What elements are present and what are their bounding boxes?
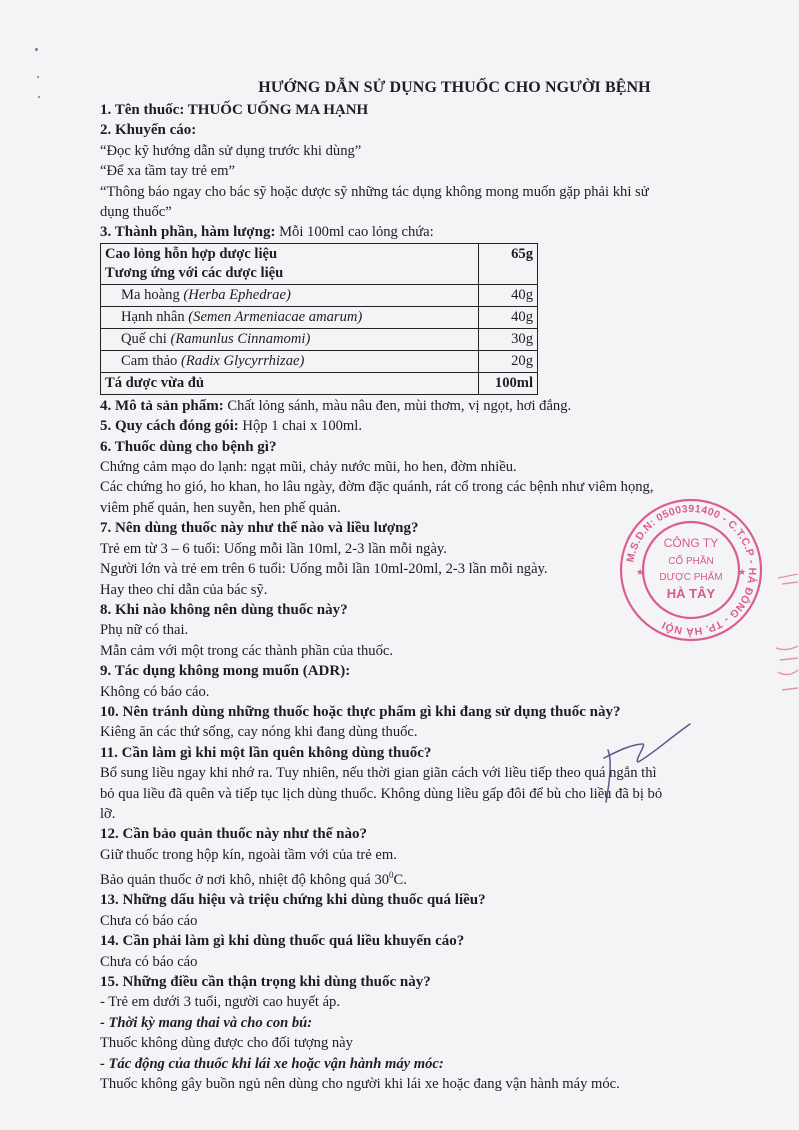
storage-temp-text: Bảo quản thuốc ở nơi khô, nhiệt độ không quá 30 — [100, 872, 390, 889]
ingredient-name — [101, 243, 479, 284]
stamp-line-2: CỔ PHẦN — [668, 556, 714, 567]
section-6-line: Các chứng ho gió, ho khan, ho lâu ngày, đờm đặc quánh, rát cổ trong các bệnh như viêm họng, — [100, 479, 654, 496]
ingredient-amount: 100ml — [479, 372, 538, 394]
section-6-line: Chứng cảm mạo do lạnh: ngạt mũi, chảy nước mũi, ho hen, đờm nhiều. — [100, 459, 517, 476]
table-row — [101, 306, 538, 328]
section-10-heading: 10. Nên tránh dùng những thuốc hoặc thực phẩm gì khi đang sử dụng thuốc này? — [100, 703, 621, 720]
section-2-line: dụng thuốc” — [100, 204, 172, 221]
section-7-line: Người lớn và trẻ em trên 6 tuổi: Uống mỗi lần 10ml-20ml, 2-3 lần mỗi ngày. — [100, 561, 548, 578]
section-13-heading: 13. Những dấu hiệu và triệu chứng khi dùng thuốc quá liều? — [100, 892, 486, 909]
ingredient-name: Tá dược vừa đủ — [101, 372, 479, 394]
section-13-line: Chưa có báo cáo — [100, 912, 198, 929]
ingredient-latin: (Ramunlus Cinnamomi) — [170, 330, 311, 347]
ingredient-amount: 40g — [479, 284, 538, 306]
stamp-star-icon: ★ — [738, 568, 747, 578]
section-9-heading: 9. Tác dụng không mong muốn (ADR): — [100, 663, 351, 680]
section-2-heading: 2. Khuyến cáo: — [100, 122, 197, 139]
section-15-line: Thuốc không dùng được cho đối tượng này — [100, 1035, 353, 1052]
ingredient-amount: 30g — [479, 328, 538, 350]
ingredient-name — [101, 284, 479, 306]
ingredient-name — [101, 328, 479, 350]
section-3-label: 3. Thành phần, hàm lượng: — [100, 224, 276, 241]
section-3-heading — [100, 222, 760, 242]
storage-temp-unit: C. — [393, 872, 407, 889]
section-3-text: Mỗi 100ml cao lỏng chứa: — [275, 224, 434, 241]
section-15-line: Thuốc không gây buồn ngủ nên dùng cho người khi lái xe hoặc đang vận hành máy móc. — [100, 1076, 620, 1093]
section-11-line: Bổ sung liều ngay khi nhớ ra. Tuy nhiên, nếu thời gian giãn cách với liều tiếp theo quá ngắn thì — [100, 765, 657, 782]
section-9-line: Không có báo cáo. — [100, 683, 210, 700]
ingredient-latin: (Radix Glycyrrhizae) — [181, 352, 305, 369]
edge-stamp-fragment — [772, 560, 799, 710]
ingredient-group-label: Cao lỏng hỗn hợp dược liệu — [105, 245, 278, 262]
section-11-line: bỏ qua liều đã quên và tiếp tục lịch dùng thuốc. Không dùng liều gấp đôi để bù cho liều đã bị bỏ — [100, 785, 663, 802]
section-10-line: Kiêng ăn các thứ sống, cay nóng khi đang dùng thuốc. — [100, 724, 418, 741]
table-row — [101, 284, 538, 306]
ingredient-vn: Ma hoàng — [121, 286, 184, 303]
table-row — [101, 372, 538, 394]
ingredient-amount: 20g — [479, 350, 538, 372]
degree-superscript: 0 — [389, 870, 394, 881]
table-row — [101, 243, 538, 284]
company-stamp — [618, 497, 764, 643]
stamp-star-icon: ★ — [636, 568, 645, 578]
scan-speck — [35, 48, 38, 51]
signature-mark — [590, 720, 700, 810]
section-12-heading: 12. Cần bảo quản thuốc này như thế nào? — [100, 826, 367, 843]
stamp-line-1: CÔNG TY — [663, 536, 719, 550]
section-15-line: - Trẻ em dưới 3 tuổi, người cao huyết áp. — [100, 994, 340, 1011]
ingredient-vn: Hạnh nhân — [121, 308, 189, 325]
section-15-subheading: - Thời kỳ mang thai và cho con bú: — [100, 1014, 313, 1031]
section-2-line: “Thông báo ngay cho bác sỹ hoặc dược sỹ những tác dụng không mong muốn gặp phải khi sử — [100, 183, 649, 200]
table-row — [101, 350, 538, 372]
section-4-text: Chất lỏng sánh, màu nâu đen, mùi thơm, vị ngọt, hơi đắng. — [223, 397, 572, 414]
section-6-line: viêm phế quản, hen suyễn, hen phế quản. — [100, 499, 341, 516]
document-title: HƯỚNG DẪN SỬ DỤNG THUỐC CHO NGƯỜI BỆNH — [258, 79, 651, 96]
section-2-line: “Đọc kỹ hướng dẫn sử dụng trước khi dùng” — [100, 142, 362, 159]
section-2-line: “Để xa tầm tay trẻ em” — [100, 163, 235, 180]
section-4-label: 4. Mô tả sản phẩm: — [100, 397, 224, 414]
section-5 — [100, 416, 760, 436]
section-7-line: Hay theo chỉ dẫn của bác sỹ. — [100, 581, 268, 598]
ingredient-group-sublabel: Tương ứng với các dược liệu — [105, 264, 284, 281]
section-4 — [100, 396, 760, 416]
table-row — [101, 328, 538, 350]
section-11-heading: 11. Cần làm gì khi một lần quên không dùng thuốc? — [100, 744, 432, 761]
section-8-heading: 8. Khi nào không nên dùng thuốc này? — [100, 601, 348, 618]
stamp-line-3: DƯỢC PHẨM — [659, 572, 723, 583]
section-15-heading: 15. Những điều cần thận trọng khi dùng thuốc này? — [100, 974, 431, 991]
ingredient-latin: (Semen Armeniacae amarum) — [188, 308, 363, 325]
ingredient-amount: 65g — [479, 243, 538, 284]
section-7-line: Trẻ em từ 3 – 6 tuổi: Uống mỗi lần 10ml, 2-3 lần mỗi ngày. — [100, 540, 447, 557]
ingredient-vn: Cam thảo — [121, 352, 181, 369]
scan-speck — [37, 76, 39, 78]
section-6-heading: 6. Thuốc dùng cho bệnh gì? — [100, 438, 277, 455]
section-12-line: Giữ thuốc trong hộp kín, ngoài tầm với của trẻ em. — [100, 846, 397, 863]
section-5-label: 5. Quy cách đóng gói: — [100, 418, 239, 435]
section-1-heading: 1. Tên thuốc: THUỐC UỐNG MA HẠNH — [100, 102, 369, 118]
section-11-line: lỡ. — [100, 805, 116, 822]
ingredient-vn: Quế chi — [121, 330, 171, 347]
ingredient-name — [101, 306, 479, 328]
section-12-line — [100, 865, 760, 890]
section-8-line: Mẫn cảm với một trong các thành phần của thuốc. — [100, 642, 394, 659]
section-8-line: Phụ nữ có thai. — [100, 622, 189, 639]
section-5-text: Hộp 1 chai x 100ml. — [238, 418, 362, 435]
stamp-ring-text: M.S.D.N: 0500391400 - C.T.C.P - HÀ ĐÔNG - TP. HÀ NỘI — [624, 502, 759, 638]
section-14-heading: 14. Cần phải làm gì khi dùng thuốc quá liều khuyến cáo? — [100, 933, 465, 950]
ingredients-table — [100, 243, 538, 395]
ingredient-latin: (Herba Ephedrae) — [183, 286, 291, 303]
ingredient-amount: 40g — [479, 306, 538, 328]
section-7-heading: 7. Nên dùng thuốc này như thế nào và liều lượng? — [100, 520, 419, 537]
stamp-line-4: HÀ TÂY — [666, 586, 716, 601]
section-15-subheading: - Tác động của thuốc khi lái xe hoặc vận hành máy móc: — [100, 1055, 444, 1072]
ingredient-name — [101, 350, 479, 372]
section-14-line: Chưa có báo cáo — [100, 953, 198, 970]
